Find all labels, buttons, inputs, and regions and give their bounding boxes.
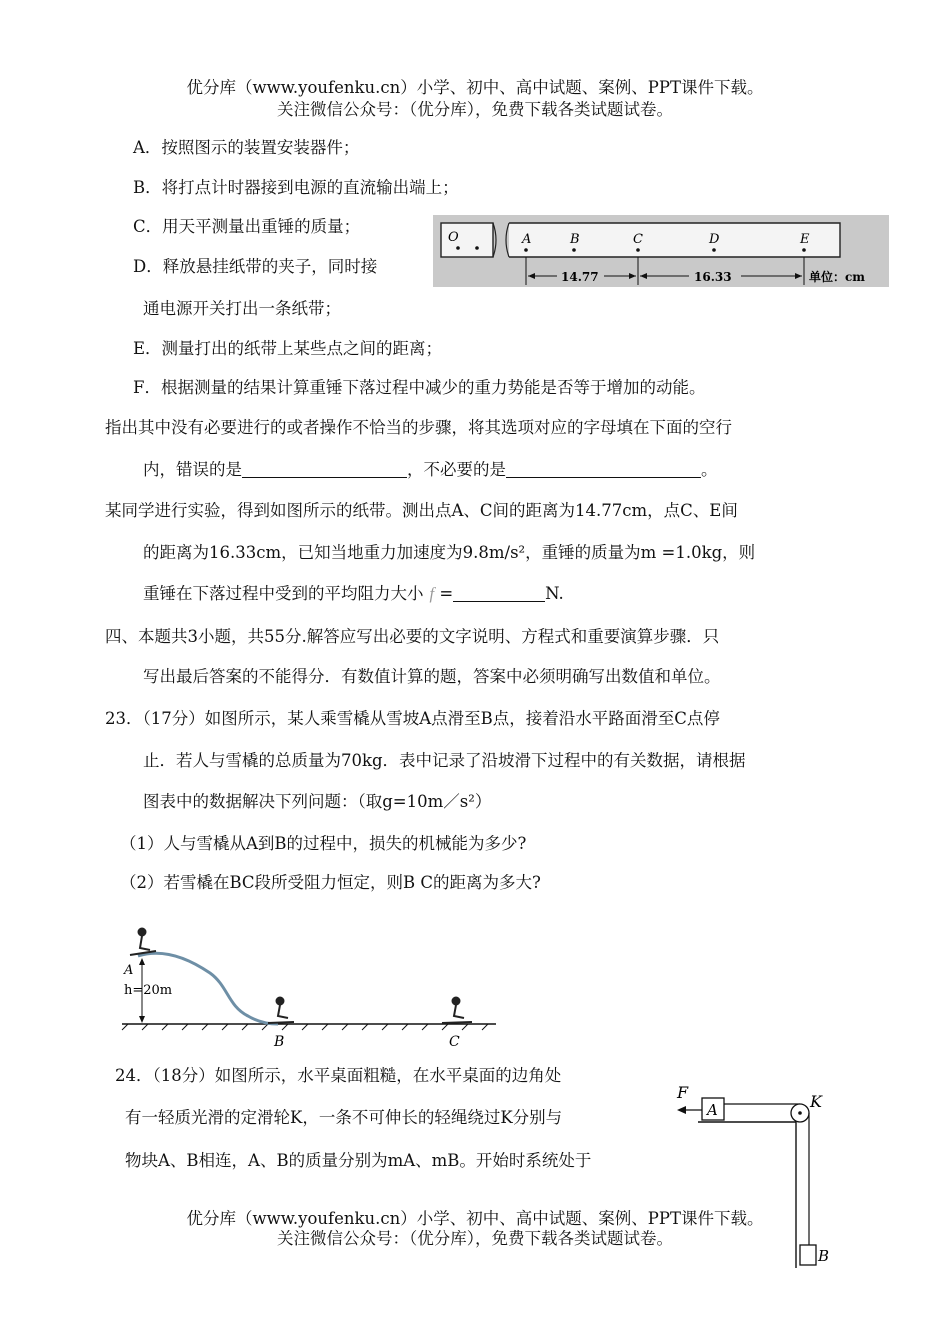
step-c: C．用天平测量出重锤的质量； — [133, 217, 361, 236]
sled-person-a — [130, 928, 156, 955]
tape-point-a-label: A — [522, 232, 532, 247]
f-bar-symbol: f — [429, 584, 435, 603]
q22-wrong-label: 内，错误的是 — [143, 460, 242, 479]
tape-dot-c — [636, 248, 640, 252]
height-label: h=20m — [124, 983, 173, 998]
tape-dist-ce: 16.33 — [694, 270, 732, 284]
tape-unit: 单位：cm — [809, 270, 866, 284]
tape-point-d-label: D — [709, 232, 720, 247]
q23-line-3: 图表中的数据解决下列问题：（取g=10m／s²） — [143, 792, 492, 811]
tape-point-e-label: E — [800, 232, 810, 247]
q24-line-3: 物块A、B相连，A、B的质量分别为mA、mB。开始时系统处于 — [125, 1151, 592, 1170]
q23-line-2: 止．若人与雪橇的总质量为70kg．表中记录了沿坡滑下过程中的有关数据，请根据 — [143, 751, 746, 770]
q22-experiment-line-1: 某同学进行实验，得到如图所示的纸带。测出点A、C间的距离为14.77cm，点C、E间 — [105, 501, 738, 520]
block-b-label: B — [818, 1247, 830, 1265]
tape-dot-d — [712, 248, 716, 252]
paper-tape-figure — [433, 215, 889, 287]
header-line-1: 优分库（www.youfenku.cn）小学、初中、高中试题、案例、PPT课件下载。 — [186, 78, 764, 97]
unnecessary-answer-blank[interactable] — [506, 461, 701, 478]
force-f-label: F — [677, 1083, 689, 1102]
q22-unnecessary-label: ，不必要的是 — [407, 460, 506, 479]
tape-dist-ac: 14.77 — [561, 270, 599, 284]
tape-dot-a — [524, 248, 528, 252]
ground-hatching — [122, 1024, 488, 1030]
footer-line-2: 关注微信公众号：（优分库），免费下载各类试题试卷。 — [277, 1229, 673, 1248]
point-c-label: C — [449, 1034, 460, 1050]
step-e: E．测量打出的纸带上某些点之间的距离； — [133, 339, 443, 358]
q22-instruction: 指出其中没有必要进行的或者操作不恰当的步骤，将其选项对应的字母填在下面的空行 — [105, 418, 732, 437]
tape-point-c-label: C — [633, 232, 643, 247]
tape-dot-b — [572, 248, 576, 252]
wrong-answer-blank[interactable] — [242, 461, 407, 478]
q22-experiment-line-3 — [143, 583, 564, 605]
sled-person-c — [442, 997, 472, 1023]
point-a-label: A — [124, 963, 134, 978]
section4-line-2: 写出最后答案的不能得分．有数值计算的题，答案中必须明确写出数值和单位。 — [143, 667, 721, 686]
step-d-cont: 通电源开关打出一条纸带； — [143, 299, 341, 318]
tape-point-o-label: O — [448, 230, 459, 245]
sled-slope-figure — [118, 918, 500, 1050]
q24-line-2: 有一轻质光滑的定滑轮K，一条不可伸长的轻绳绕过K分别与 — [125, 1108, 563, 1127]
tape-dot-2 — [475, 246, 479, 250]
resistance-answer-blank[interactable] — [453, 585, 545, 602]
step-d: D．释放悬挂纸带的夹子，同时接 — [133, 257, 378, 276]
tape-dot-o — [456, 246, 460, 250]
pulley-k-label: K — [810, 1092, 822, 1111]
point-b-label: B — [274, 1034, 285, 1050]
footer-line-1: 优分库（www.youfenku.cn）小学、初中、高中试题、案例、PPT课件下载。 — [186, 1209, 764, 1228]
header-line-2: 关注微信公众号：（优分库），免费下载各类试题试卷。 — [277, 100, 673, 119]
tape-dot-e — [802, 248, 806, 252]
step-f: F．根据测量的结果计算重锤下落过程中减少的重力势能是否等于增加的动能。 — [133, 378, 706, 397]
q23-line-1: 23．（17分）如图所示，某人乘雪橇从雪坡A点滑至B点，接着沿水平路面滑至C点停 — [105, 709, 720, 728]
step-b: B．将打点计时器接到电源的直流输出端上； — [133, 178, 459, 197]
q22-experiment-line-2: 的距离为16.33cm，已知当地重力加速度为9.8m/s²，重锤的质量为m =1.0kg，则 — [143, 543, 756, 562]
q23-part-2: （2）若雪橇在BC段所受阻力恒定，则B C的距离为多大? — [120, 873, 541, 892]
q22-end-period: 。 — [701, 460, 718, 479]
step-a: A．按照图示的装置安装器件； — [133, 138, 360, 157]
q22-resistance-text: 重锤在下落过程中受到的平均阻力大小 — [143, 584, 424, 603]
q22-unit-n: N. — [545, 584, 564, 603]
block-a-label: A — [707, 1101, 718, 1119]
q22-answer-line — [143, 459, 718, 481]
q22-equals: = — [434, 584, 454, 603]
sled-person-b — [268, 997, 294, 1023]
q23-part-1: （1）人与雪橇从A到B的过程中，损失的机械能为多少? — [120, 834, 527, 853]
section4-line-1: 四、本题共3小题，共55分.解答应写出必要的文字说明、方程式和重要演算步骤．只 — [105, 627, 720, 646]
tape-point-b-label: B — [570, 232, 580, 247]
q24-line-1: 24．（18分）如图所示，水平桌面粗糙，在水平桌面的边角处 — [115, 1066, 562, 1085]
